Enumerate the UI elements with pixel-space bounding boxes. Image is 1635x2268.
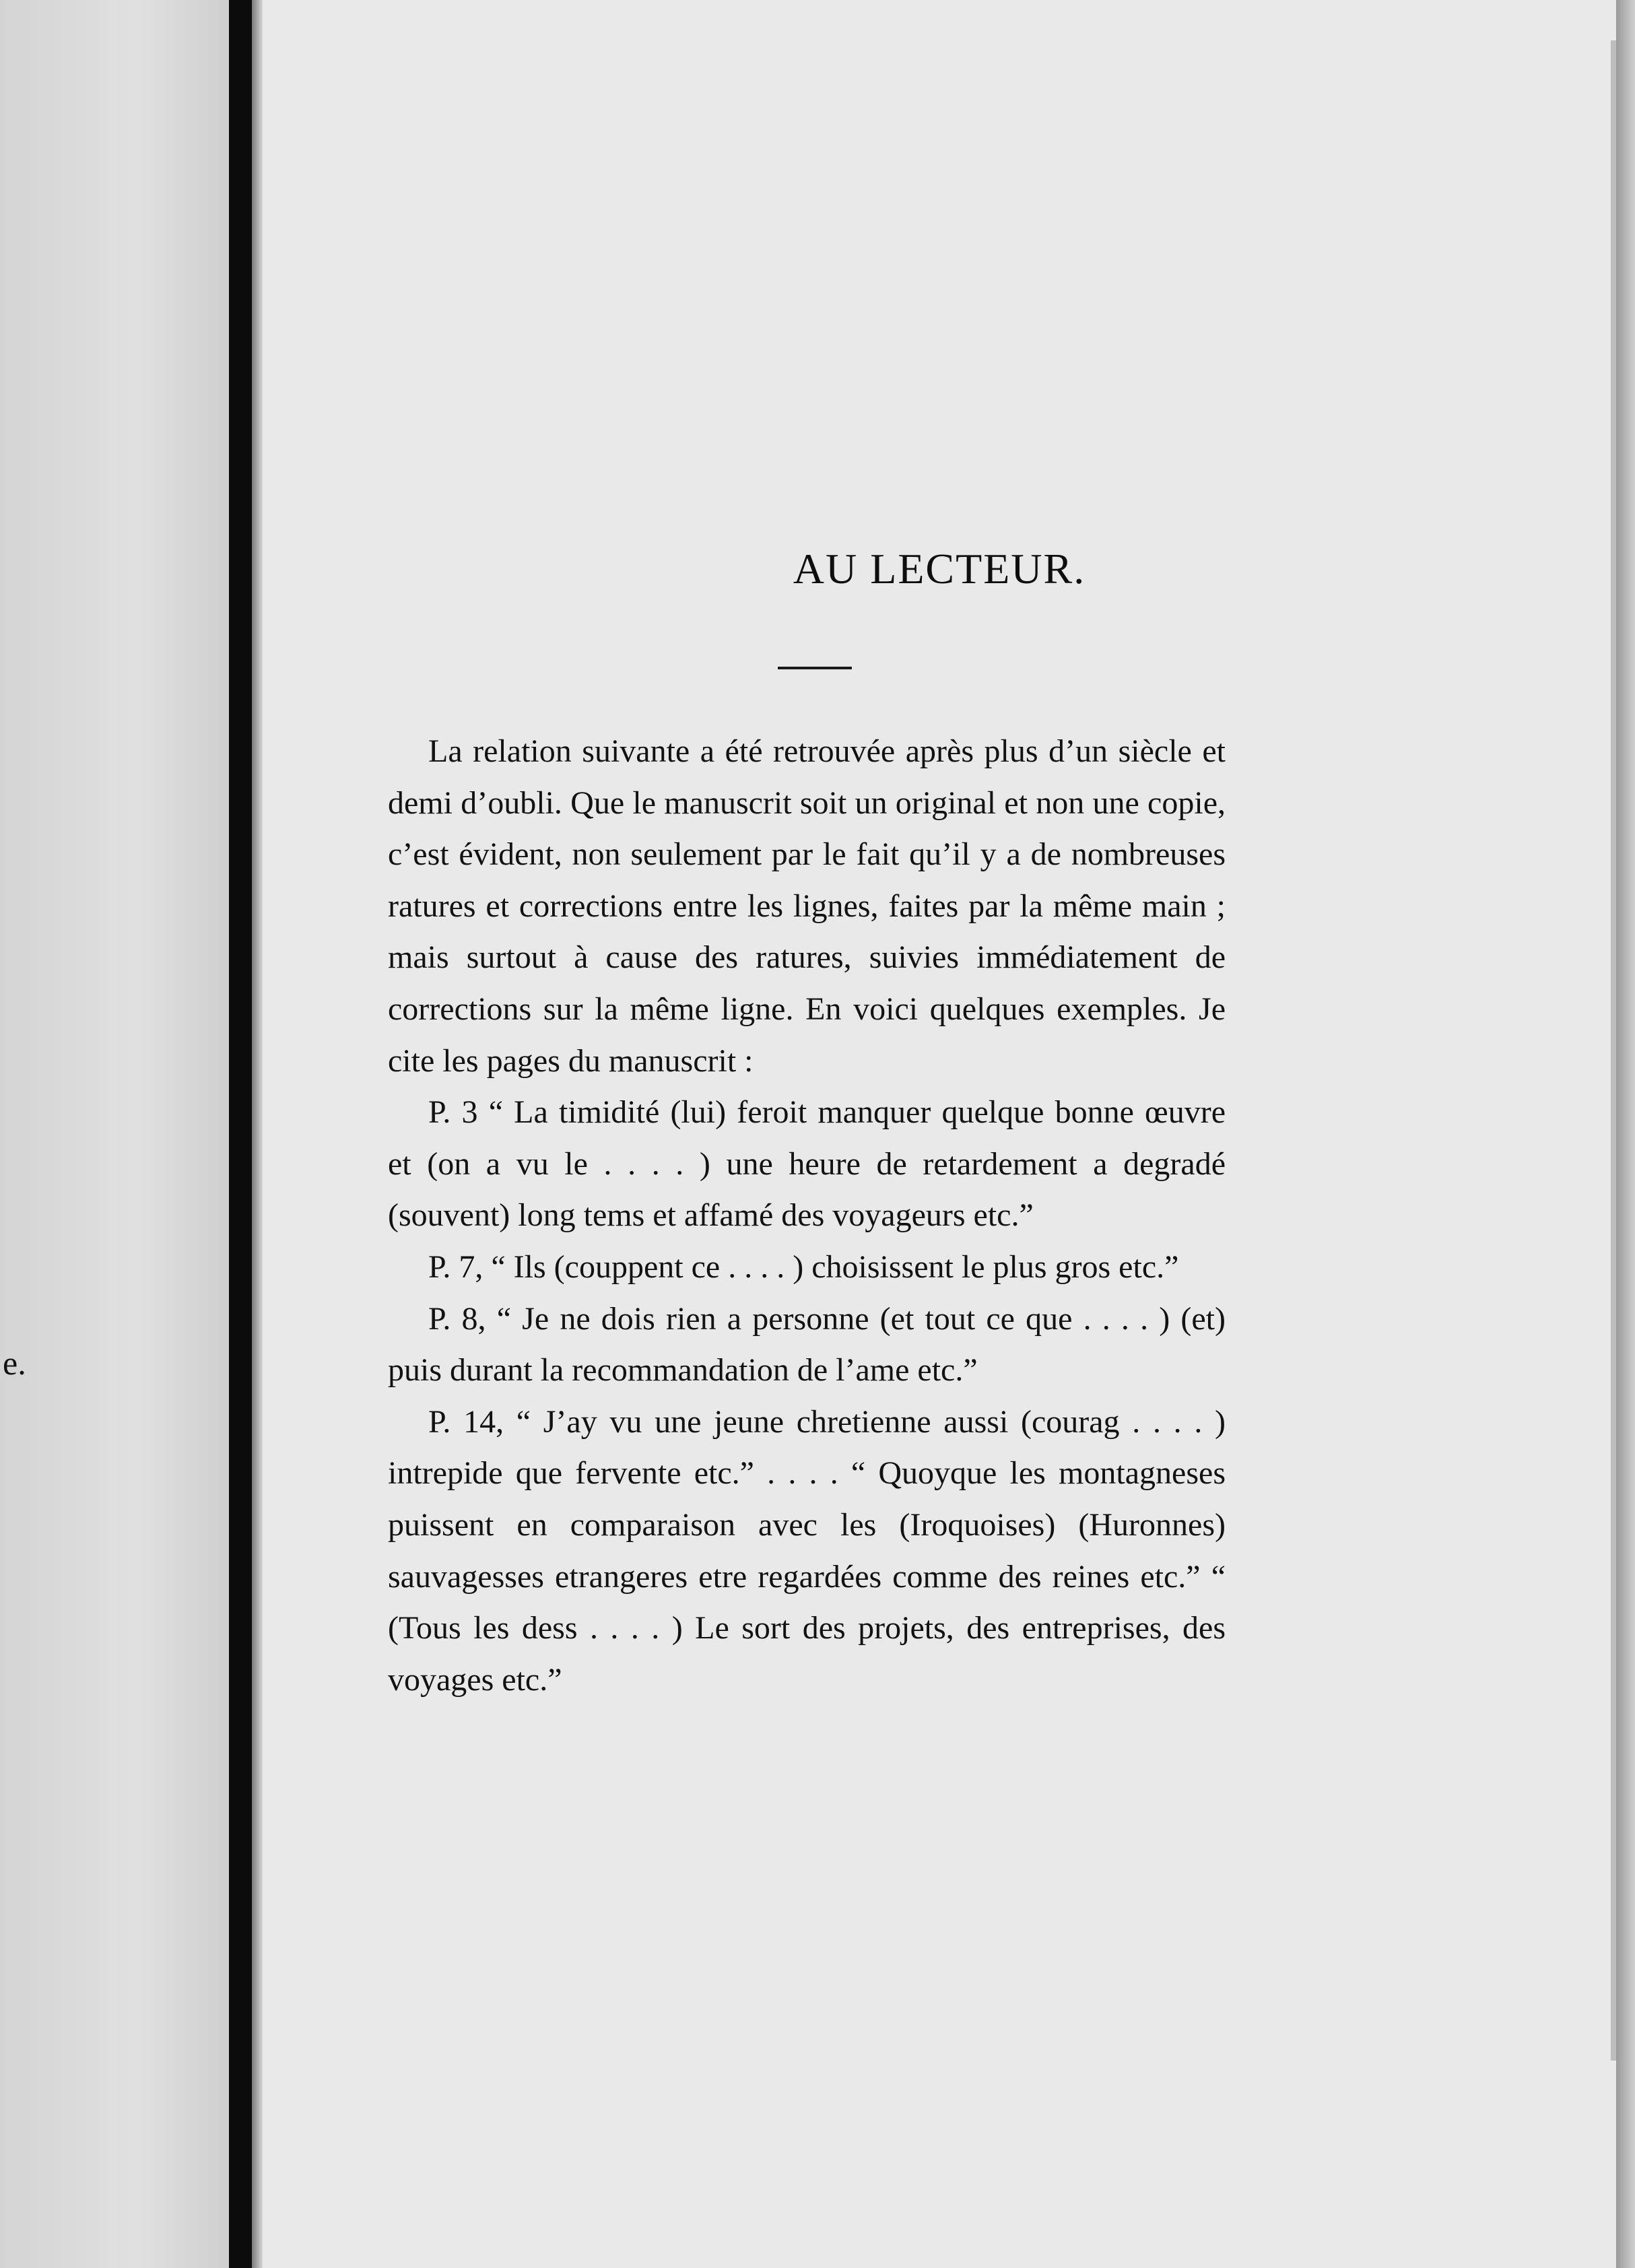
paragraph-example-p14: P. 14, “ J’ay vu une jeune chretienne aussi (courag . . . . ) intrepide que fervente etc.” . . . . “ Quoyque les montagneses puissent en comparaison avec les (Iroquoises) (Huronnes) sauvagesses etrangeres etre regardées comme des reines etc.” “ (Tous les dess . . . . ) Le sort des projets, des entreprises, des voyages etc.” [388,1403,1226,1698]
binding-shadow [252,0,263,2268]
title-divider-rule [778,667,852,669]
facing-page [0,0,229,2268]
page-body [388,726,1226,1706]
paragraph-example-p7: P. 7, “ Ils (couppent ce . . . . ) choisissent le plus gros etc.” [428,1248,1179,1285]
paragraph-intro: La relation suivante a été retrouvée après plus d’un siècle et demi d’oubli. Que le manuscrit soit un original et non une copie, c’est évident, non seulement par le fait qu’il y a de nombreuses ratures et corrections entre les lignes, faites par la même main ; mais surtout à cause des ratures, suivies immédiatement de corrections sur la même ligne. En voici quelques exemples. Je cite les pages du manuscrit : [388,733,1226,1079]
facing-page-text-fragment: e. [3,1344,26,1382]
right-edge-strip [1616,0,1635,2268]
book-binding-edge [229,0,252,2268]
page-right-edge [1611,40,1616,2061]
paragraph-example-p3: P. 3 “ La timidité (lui) feroit manquer quelque bonne œuvre et (on a vu le . . . . ) une heure de retardement a degradé (souvent) long tems et affamé des voyageurs etc.” [388,1094,1226,1234]
paragraph-example-p8: P. 8, “ Je ne dois rien a personne (et tout ce que . . . . ) (et) puis durant la recommandation de l’ame etc.” [388,1300,1226,1389]
page-title: AU LECTEUR. [793,545,1086,593]
